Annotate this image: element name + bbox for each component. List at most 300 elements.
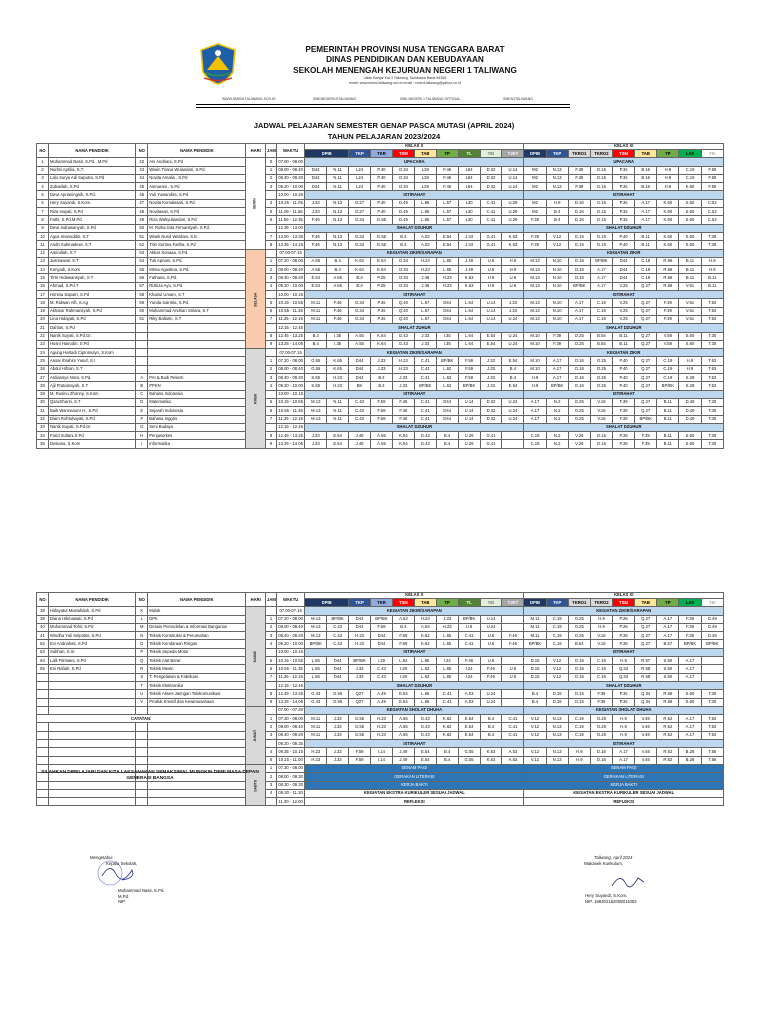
cell-kelas-x: G.43 (414, 715, 436, 723)
class-xi-tkro2: TKRO2 (590, 599, 612, 607)
cell-kelas-xi: T.30 (701, 407, 723, 415)
activity-kelas-x: KEGIATAN ZIKIR/SARAPAN (305, 349, 524, 357)
empty-cell (148, 756, 246, 764)
letterhead-line-3: SEKOLAH MENENGAH KEJURUAN NEGERI 1 TALIWANG (293, 65, 517, 75)
teacher-name (48, 690, 135, 698)
cell-kelas-xi: N.13 (546, 715, 568, 723)
cell-kelas-x: L30 (458, 208, 480, 216)
period-time: 12.15 - 12.45 (276, 324, 304, 332)
cell-kelas-xi: F.39 (613, 407, 635, 415)
teacher-no: 1 (37, 158, 49, 166)
period-number (266, 798, 277, 806)
cell-kelas-xi: B.11 (635, 232, 657, 240)
cell-kelas-xi: M2 (524, 199, 546, 207)
cell-kelas-xi: O.25 (568, 615, 590, 623)
class-xi-tp: TP (657, 599, 679, 607)
cell-kelas-x: H.23 (371, 715, 393, 723)
cell-kelas-x: F.46 (392, 398, 414, 406)
period-time: 08.00 - 08.40 (276, 266, 304, 274)
cell-kelas-x: P.40 (371, 174, 393, 182)
cell-kelas-x: L64 (458, 183, 480, 191)
social-youtube: SMK NEGERI 1 TALIWANG OFFICIAL (400, 97, 461, 101)
teacher-name: Zubaidah, S.Pd (48, 183, 135, 191)
period-number: 1 (266, 764, 277, 772)
cell-kelas-x: P.40 (371, 199, 393, 207)
cell-kelas-x: H.23 (327, 382, 349, 390)
cell-kelas-xi: O.15 (568, 657, 590, 665)
cell-kelas-xi: O.15 (568, 665, 590, 673)
activity-kelas-xi: ISTIRAHAT (524, 648, 724, 656)
cell-kelas-x: C.43 (327, 640, 349, 648)
cell-kelas-x: C.41 (414, 415, 436, 423)
period-number: 5 (266, 756, 277, 764)
teacher-no: 21 (37, 324, 49, 332)
cell-kelas-x: F.46 (392, 415, 414, 423)
teacher-no: 39 (37, 615, 49, 623)
cell-kelas-x: A.55 (392, 731, 414, 739)
teacher-name (48, 698, 135, 706)
cell-kelas-x: L.57 (436, 208, 458, 216)
day-label: KAMIS (252, 651, 257, 663)
cell-kelas-x: L.65 (305, 657, 327, 665)
cell-kelas-xi: M.13 (524, 266, 546, 274)
cell-kelas-x: H.9 (502, 257, 524, 265)
cell-kelas-x: A.53 (502, 756, 524, 764)
cell-kelas-xi: A.17 (679, 673, 701, 681)
cell-kelas-x: F.46 (502, 632, 524, 640)
cell-kelas-xi: R.62 (657, 756, 679, 764)
schedule-row (37, 657, 724, 665)
cell-kelas-xi: V.46 (635, 715, 657, 723)
empty-cell (136, 789, 148, 797)
cell-kelas-xi: Q.27 (635, 632, 657, 640)
cell-kelas-x: M.11 (305, 731, 327, 739)
cell-kelas-x: Q.40 (392, 299, 414, 307)
cell-kelas-x: P.25 (371, 274, 393, 282)
cell-kelas-xi: F.39 (613, 415, 635, 423)
cell-kelas-x: I.35 (436, 340, 458, 348)
cell-kelas-xi: P.26 (613, 432, 635, 440)
cell-kelas-xi: F.39 (524, 241, 546, 249)
cell-kelas-xi: A.17 (568, 299, 590, 307)
header-no-2: NO (136, 144, 148, 158)
cell-kelas-x: C.41 (414, 374, 436, 382)
teacher-no (37, 681, 49, 689)
activity-kelas-x: ISTIRAHAT (305, 648, 524, 656)
teacher-name: Agung Hartadi Ciptomulyo, S.Kom (48, 349, 135, 357)
activity-kelas-xi: SENAM PAGI (524, 764, 724, 772)
teacher-name: Lalu Surya Adi Saputra, S.Pd (48, 174, 135, 182)
cell-kelas-x: E.54 (305, 282, 327, 290)
cell-kelas-x: E.54 (458, 731, 480, 739)
cell-kelas-x: B.4 (480, 731, 502, 739)
cell-kelas-x: B.4 (436, 440, 458, 448)
cell-kelas-xi: Q.27 (635, 407, 657, 415)
cell-kelas-x: E.54 (458, 723, 480, 731)
cell-kelas-x: L30 (458, 216, 480, 224)
cell-kelas-xi: S.50 (679, 241, 701, 249)
period-time: 11.35 - 12.15 (276, 673, 304, 681)
period-number: 9 (266, 440, 277, 448)
cell-kelas-x: C.43 (371, 665, 393, 673)
empty-cell (148, 748, 246, 756)
schedule-row (37, 706, 724, 714)
cell-kelas-xi: T.30 (701, 440, 723, 448)
cell-kelas-x: H.23 (414, 615, 436, 623)
cell-kelas-xi: H.9 (613, 723, 635, 731)
cell-kelas-x: L.57 (436, 199, 458, 207)
teacher-name: Diana Hikmawati, S.Pd (48, 615, 135, 623)
empty-cell (48, 706, 135, 714)
cell-kelas-xi: A.17 (524, 415, 546, 423)
cell-kelas-xi: D.49 (679, 398, 701, 406)
header-nama-pendidik: NAMA PENDIDIK (48, 144, 135, 158)
cell-kelas-x: H.23 (436, 623, 458, 631)
subject-name: DPK (148, 615, 246, 623)
cell-kelas-x: I.14 (371, 748, 393, 756)
teacher-no: 12 (37, 249, 49, 257)
period-number: 7 (266, 415, 277, 423)
teacher-name: Farid Sultani,S.Pd (48, 432, 135, 440)
cell-kelas-x: U.29 (502, 199, 524, 207)
cell-kelas-x: B.4 (502, 374, 524, 382)
period-number (266, 249, 277, 257)
cell-kelas-xi: A.17 (568, 307, 590, 315)
cell-kelas-x: G.43 (414, 731, 436, 739)
cell-kelas-x: U.14 (480, 299, 502, 307)
cell-kelas-x: L64 (458, 166, 480, 174)
cell-kelas-xi: M.11 (524, 632, 546, 640)
activity-kelas-x: SHALAT DZUHUR (305, 681, 524, 689)
teacher-no (136, 349, 148, 357)
cell-kelas-xi: Q.27 (635, 382, 657, 390)
subject-name: Desain Pemodelan & Informasi Bangunan (148, 623, 246, 631)
class-x-tkp: TKP (349, 599, 371, 607)
cell-kelas-xi: O.25 (590, 715, 612, 723)
cell-kelas-x: A.55 (371, 440, 393, 448)
cell-kelas-xi: S.50 (679, 199, 701, 207)
period-number: 4 (266, 640, 277, 648)
cell-kelas-xi: C.19 (568, 731, 590, 739)
cell-kelas-xi: O.15 (568, 690, 590, 698)
class-x-tp: TP (436, 150, 458, 158)
cell-kelas-xi: C.19 (635, 257, 657, 265)
schedule-row (37, 623, 724, 631)
cell-kelas-x: G.43 (414, 440, 436, 448)
cell-kelas-xi: G.15 (590, 183, 612, 191)
cell-kelas-xi: Q.27 (635, 640, 657, 648)
cell-kelas-x: F.59 (392, 640, 414, 648)
cell-kelas-xi: R.57 (635, 657, 657, 665)
cell-kelas-xi: A.17 (590, 282, 612, 290)
teacher-name (148, 349, 246, 357)
cell-kelas-x: K.63 (480, 756, 502, 764)
empty-cell (48, 740, 135, 748)
class-xi-tab: TAB (635, 150, 657, 158)
cell-kelas-x: K.64 (349, 257, 371, 265)
class-x-dpib: DPIB (305, 599, 349, 607)
day-label: SABTU (252, 779, 257, 792)
cell-kelas-x: J.33 (414, 340, 436, 348)
cell-kelas-xi: V.16 (590, 640, 612, 648)
empty-cell (136, 798, 148, 806)
cell-kelas-x: L24 (349, 166, 371, 174)
subject-code: M (136, 623, 148, 631)
teacher-no: 43 (136, 166, 148, 174)
cell-kelas-xi: D44 (613, 257, 635, 265)
cell-kelas-xi: A.17 (524, 398, 546, 406)
cell-kelas-xi: V.61 (679, 299, 701, 307)
cell-kelas-x: D.49 (392, 199, 414, 207)
cell-kelas-x: F.59 (458, 365, 480, 373)
cell-kelas-x: N.11 (327, 166, 349, 174)
teacher-name: Diam Rohtuhayati, S.Pd (48, 415, 135, 423)
cell-kelas-xi: V.16 (590, 407, 612, 415)
activity-kelas-xi: KEGIATAN ZIKIR (524, 349, 724, 357)
teacher-name: Nanik Suyati, S.Pd.Gr. (48, 332, 135, 340)
period-number: 7 (266, 232, 277, 240)
cell-kelas-xi: R.58 (657, 690, 679, 698)
cell-kelas-xi: M.10 (524, 340, 546, 348)
cell-kelas-xi: R.62 (657, 731, 679, 739)
cell-kelas-x: U.6 (480, 632, 502, 640)
cell-kelas-x: BP/BK (458, 382, 480, 390)
schedule-row (37, 390, 724, 398)
teacher-name: Fathana, S.Pd. (148, 274, 246, 282)
cell-kelas-x: O.34 (349, 299, 371, 307)
cell-kelas-x: L.65 (414, 199, 436, 207)
cell-kelas-x: M.13 (305, 407, 327, 415)
schedule-row (37, 349, 724, 357)
teacher-no: 25 (37, 357, 49, 365)
activity-kelas-x: SHALAT DZUHUR (305, 224, 524, 232)
period-time: 08.00 - 08.40 (276, 365, 304, 373)
period-number (266, 706, 277, 714)
cell-kelas-x: M.13 (305, 632, 327, 640)
teacher-no: 59 (136, 299, 148, 307)
cell-kelas-xi: D.16 (590, 748, 612, 756)
cell-kelas-x: A.49 (371, 690, 393, 698)
cell-kelas-xi: F.39 (679, 615, 701, 623)
period-time: 08.00 - 08.30 (276, 773, 304, 781)
period-number (266, 740, 277, 748)
teacher-name: Lina Hidayati, S.Pd (48, 315, 135, 323)
cell-kelas-x: C.43 (349, 407, 371, 415)
cell-kelas-xi: R.58 (657, 266, 679, 274)
activity-kelas-xi: UPACARA (524, 158, 724, 166)
period-number: 6 (266, 665, 277, 673)
period-time: 08.40 - 09.20 (276, 274, 304, 282)
cell-kelas-xi: Q.27 (635, 307, 657, 315)
period-number (266, 681, 277, 689)
cell-kelas-xi: C.19 (657, 365, 679, 373)
empty-cell (136, 731, 148, 739)
cell-kelas-xi: T.30 (701, 698, 723, 706)
activity-kelas-x: SHALAT ZUHUR (305, 324, 524, 332)
cell-kelas-xi: M.13 (524, 257, 546, 265)
cell-kelas-x: F.46 (305, 232, 327, 240)
cell-kelas-xi: F.39 (679, 623, 701, 631)
cell-kelas-xi: T.30 (701, 340, 723, 348)
cell-kelas-xi: A.17 (679, 723, 701, 731)
cell-kelas-x: A.55 (392, 723, 414, 731)
cell-kelas-x: K.64 (392, 440, 414, 448)
day-label: RABU (252, 393, 257, 404)
period-time: 13.25 - 14.05 (276, 440, 304, 448)
cell-kelas-x: U.29 (458, 440, 480, 448)
cell-kelas-x: D.32 (480, 415, 502, 423)
empty-cell (37, 781, 49, 789)
cell-kelas-xi: S.60 (679, 340, 701, 348)
cell-kelas-xi: N.2 (546, 440, 568, 448)
cell-kelas-x: N.13 (327, 199, 349, 207)
period-number: 3 (266, 632, 277, 640)
subject-code: G (136, 423, 148, 431)
cell-kelas-x: H.23 (436, 282, 458, 290)
cell-kelas-x: L.64 (458, 299, 480, 307)
cell-kelas-x: L.65 (414, 657, 436, 665)
wakasek-signature (608, 870, 648, 894)
cell-kelas-x: Q.40 (392, 307, 414, 315)
teacher-name: Ajil Pratamayah, S.T (48, 382, 135, 390)
cell-kelas-x: P.40 (371, 166, 393, 174)
cell-kelas-xi: A.17 (679, 731, 701, 739)
cell-kelas-xi: M.13 (524, 299, 546, 307)
teacher-no: 64 (37, 657, 49, 665)
cell-kelas-xi: O.25 (590, 723, 612, 731)
cell-kelas-xi: Q.34 (613, 673, 635, 681)
cell-kelas-x: D44 (436, 307, 458, 315)
cell-kelas-x: C.41 (502, 715, 524, 723)
schedule-row (37, 423, 724, 431)
cell-kelas-xi: O.25 (568, 407, 590, 415)
cell-kelas-x: B.4 (436, 748, 458, 756)
cell-kelas-x: A.55 (327, 274, 349, 282)
cell-kelas-x: D44 (436, 415, 458, 423)
cell-kelas-xi: P.3s (613, 174, 635, 182)
cell-kelas-x: E.54 (305, 274, 327, 282)
cell-kelas-xi: O.16 (568, 374, 590, 382)
period-time: 09.20 - 10.00 (276, 183, 304, 191)
cell-kelas-xi: V.16 (590, 398, 612, 406)
cell-kelas-x: K.64 (371, 332, 393, 340)
cell-kelas-xi: Q.27 (635, 340, 657, 348)
period-number: 5 (266, 299, 277, 307)
cell-kelas-xi: O.15 (568, 698, 590, 706)
cell-kelas-x: U.14 (458, 398, 480, 406)
class-xi-dpib: DPIB (524, 599, 546, 607)
subject-code: U (136, 690, 148, 698)
teacher-no: 6 (37, 199, 49, 207)
cell-kelas-x: I.29 (371, 657, 393, 665)
activity-kelas-x: ISTIRAHAT (305, 191, 524, 199)
cell-kelas-x: H.23 (371, 731, 393, 739)
period-number: 5 (266, 657, 277, 665)
cell-kelas-xi: R.58 (657, 257, 679, 265)
sign-left-name: Muhammad Nasir, S.Pd. (118, 888, 165, 894)
cell-kelas-x: B.4 (349, 282, 371, 290)
activity-kelas-xi: ISTIRAHAT (524, 390, 724, 398)
header-waktu: WAKTU (276, 593, 304, 607)
cell-kelas-x: F.59 (349, 756, 371, 764)
teacher-name: Andri Sukmadewi, S.T (48, 241, 135, 249)
cell-kelas-x: N.11 (327, 174, 349, 182)
cell-kelas-xi: Q.27 (635, 357, 657, 365)
cell-kelas-x: O.27 (349, 199, 371, 207)
subject-code: I (136, 440, 148, 448)
teacher-name: M. Rizka Gita Firmansyah, S.Pd. (148, 224, 246, 232)
cell-kelas-x: F.46 (305, 216, 327, 224)
period-time: 10.00 - 10.15 (276, 648, 304, 656)
cell-kelas-xi: P.40 (613, 374, 635, 382)
activity-kelas-x: REFLEKSI (305, 798, 524, 806)
cell-kelas-x: BP/BK (414, 382, 436, 390)
class-x-tjkt: TJKT (502, 599, 524, 607)
class-x-tp: TP (436, 599, 458, 607)
cell-kelas-x: G.55 (349, 723, 371, 731)
cell-kelas-xi: N.10 (546, 274, 568, 282)
cell-kelas-x (502, 657, 524, 665)
cell-kelas-x: G.41 (480, 241, 502, 249)
cell-kelas-xi: A.17 (546, 374, 568, 382)
cell-kelas-x: D44 (305, 174, 327, 182)
subject-code: H (136, 432, 148, 440)
cell-kelas-x: P.3s (371, 299, 393, 307)
cell-kelas-xi: C.19 (546, 623, 568, 631)
empty-cell (136, 706, 148, 714)
cell-kelas-xi: H.9 (657, 183, 679, 191)
cell-kelas-x: L.57 (414, 299, 436, 307)
schedule-row (37, 166, 724, 174)
period-number: 2 (266, 623, 277, 631)
period-time: 09.20 - 10.00 (276, 382, 304, 390)
cell-kelas-xi: V.46 (635, 731, 657, 739)
period-time: 09.35 - 10.15 (276, 748, 304, 756)
cell-kelas-xi: BP/BK (590, 257, 612, 265)
cell-kelas-xi: M2 (524, 166, 546, 174)
empty-cell (48, 781, 135, 789)
cell-kelas-xi: S.60 (679, 690, 701, 698)
cell-kelas-xi: K.60 (657, 216, 679, 224)
class-xi-tkp: TKP (546, 150, 568, 158)
subject-code: C (136, 390, 148, 398)
class-xi-las: LAS (679, 150, 701, 158)
cell-kelas-xi: S.28 (679, 374, 701, 382)
period-time: 10.55 - 11.35 (276, 407, 304, 415)
class-xi-tp: TP (657, 150, 679, 158)
cell-kelas-xi: P.26 (613, 623, 635, 631)
cell-kelas-xi: S.50 (679, 208, 701, 216)
cell-kelas-xi (701, 673, 723, 681)
cell-kelas-xi: F.39 (524, 216, 546, 224)
period-time: 10.55 - 11.35 (276, 665, 304, 673)
cell-kelas-x: C.41 (502, 731, 524, 739)
cell-kelas-x: U.24 (502, 340, 524, 348)
cell-kelas-x: I.35 (327, 340, 349, 348)
teacher-no: 48 (136, 208, 148, 216)
cell-kelas-xi: T.56 (701, 756, 723, 764)
schedule-row (37, 673, 724, 681)
teacher-name: Tuti Apriani, S.Pd. (148, 257, 246, 265)
cell-kelas-x: A.55 (371, 432, 393, 440)
cell-kelas-xi: G.15 (590, 199, 612, 207)
schedule-title: JADWAL PELAJARAN SEMESTER GENAP PASCA MUTASI (APRIL 2024) (253, 121, 515, 130)
cell-kelas-xi: P.3s (613, 208, 635, 216)
cell-kelas-x: G.43 (414, 723, 436, 731)
empty-cell (37, 756, 49, 764)
teacher-no: 60 (136, 307, 148, 315)
subject-name: Sejarah Indonesia (148, 407, 246, 415)
